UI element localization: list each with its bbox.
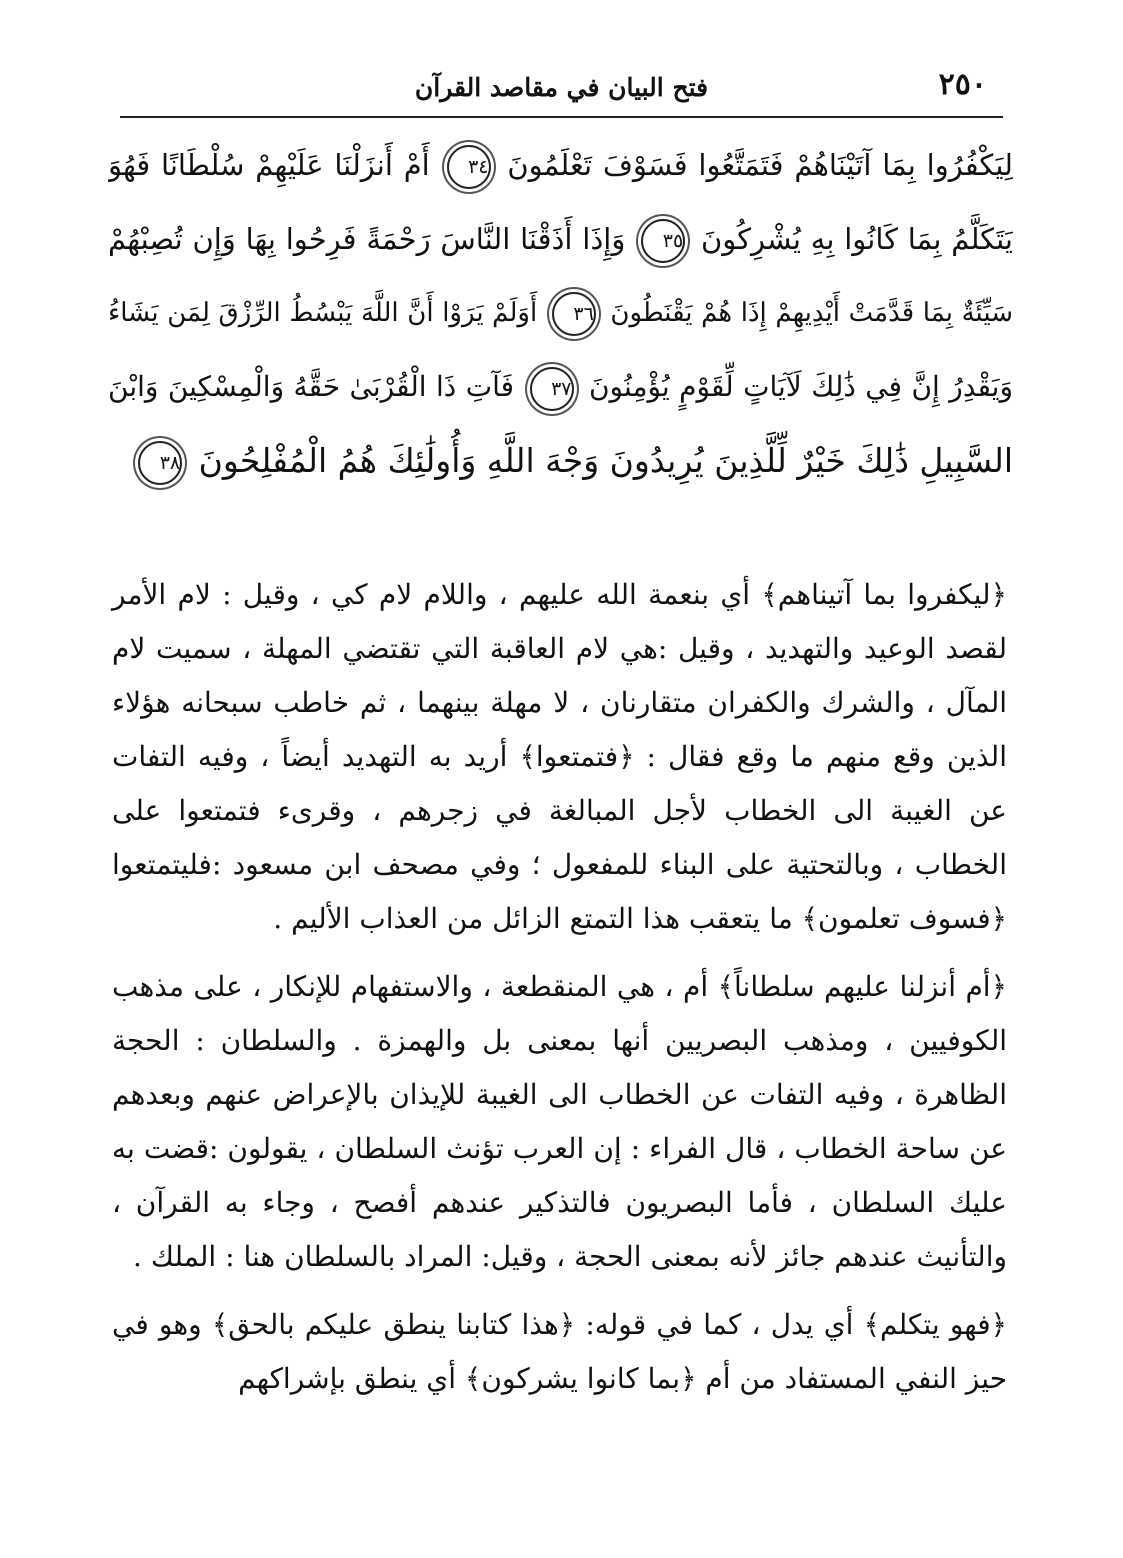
commentary-paragraph: ﴿أم أنزلنا عليهم سلطاناً﴾ أم ، هي المنقطعة ، والاستفهام للإنكار ، على مذهب الكوفيين ، ومذهب البصريين أنها بمعنى بل والهمزة . والسلطان : الحجة الظاهرة ، وفيه التفات عن الخطاب الى الغيبة للإيذان بالإعراض عنهم وبعدهم عن ساحة الخطاب ، قال الفراء : إن العرب تؤنث السلطان ، يقولون :قضت به عليك السلطان ، فأما البصريون فالتذكير عندهم أفصح ، وجاء به القرآن ، والتأنيث عندهم جائز لأنه بمعنى الحجة ، وقيل: المراد بالسلطان هنا : الملك .	[112, 970, 1007, 1273]
page-number: ٢٥٠	[938, 67, 987, 102]
verse-line	[108, 424, 1013, 498]
verse-text: أَمْ أَنزَلْنَا عَلَيْهِمْ سُلْطَانًا فَهُوَ	[108, 148, 430, 182]
header-divider	[120, 116, 1003, 118]
verse-text: لِيَكْفُرُوا بِمَا آتَيْنَاهُمْ فَتَمَتَّعُوا فَسَوْفَ تَعْلَمُونَ	[507, 148, 1013, 182]
running-header	[120, 62, 1003, 108]
verse-text: يَتَكَلَّمُ بِمَا كَانُوا بِهِ يُشْرِكُونَ	[700, 222, 1013, 256]
verse-text: وَإِذَا أَذَقْنَا النَّاسَ رَحْمَةً فَرِحُوا بِهَا وَإِن تُصِبْهُمْ	[108, 222, 626, 256]
verse-text: السَّبِيلِ ذَٰلِكَ خَيْرٌ لِّلَّذِينَ يُرِيدُونَ وَجْهَ اللَّهِ وَأُولَٰئِكَ هُمُ الْمُفْلِحُونَ	[198, 441, 1013, 480]
commentary-paragraph: ﴿ليكفروا بما آتيناهم﴾ أي بنعمة الله عليهم ، واللام لام كي ، وقيل : لام الأمر لقصد الوعيد والتهديد ، وقيل :هي لام العاقبة التي تقتضي المهلة ، سميت لام المآل ، والشرك والكفران متقارنان ، لا مهلة بينهما ، ثم خاطب سبحانه هؤلاء الذين وقع منهم ما وقع فقال : ﴿فتمتعوا﴾ أريد به التهديد أيضاً ، وفيه التفات عن الغيبة الى الخطاب لأجل المبالغة في زجرهم ، وقرىء فتمتعوا على الخطاب ، وبالتحتية على البناء للمفعول ؛ وفي مصحف ابن مسعود :فليتمتعوا ﴿فسوف تعلمون﴾ ما يتعقب هذا التمتع الزائل من العذاب الأليم .	[112, 578, 1007, 935]
verse-text: سَيِّئَةٌ بِمَا قَدَّمَتْ أَيْدِيهِمْ إِذَا هُمْ يَقْنَطُونَ	[610, 298, 1013, 328]
verse-text: فَآتِ ذَا الْقُرْبَىٰ حَقَّهُ وَالْمِسْكِينَ وَابْنَ	[108, 370, 515, 403]
ayah-number-marker: ٣٨	[138, 441, 182, 485]
running-title: فتح البيان في مقاصد القرآن	[414, 73, 709, 102]
ayah-number-marker: ٣٤	[447, 145, 491, 189]
commentary	[112, 568, 1007, 1406]
verse-line	[108, 350, 1013, 424]
quran-verses	[108, 128, 1013, 498]
ayah-number-marker: ٣٦	[552, 292, 596, 336]
verse-line	[108, 128, 1013, 202]
commentary-paragraph: ﴿فهو يتكلم﴾ أي يدل ، كما في قوله: ﴿هذا كتابنا ينطق عليكم بالحق﴾ وهو في حيز النفي المستفاد من أم ﴿بما كانوا يشركون﴾ أي ينطق بإشراكهم	[112, 1308, 1007, 1395]
verse-text: أَوَلَمْ يَرَوْا أَنَّ اللَّهَ يَبْسُطُ الرِّزْقَ لِمَن يَشَاءُ	[108, 298, 538, 328]
verse-line	[108, 276, 1013, 350]
verse-line	[108, 202, 1013, 276]
verse-text: وَيَقْدِرُ إِنَّ فِي ذَٰلِكَ لَآيَاتٍ لِّقَوْمٍ يُؤْمِنُونَ	[588, 370, 1013, 403]
ayah-number-marker: ٣٥	[641, 219, 685, 263]
ayah-number-marker: ٣٧	[530, 367, 574, 411]
